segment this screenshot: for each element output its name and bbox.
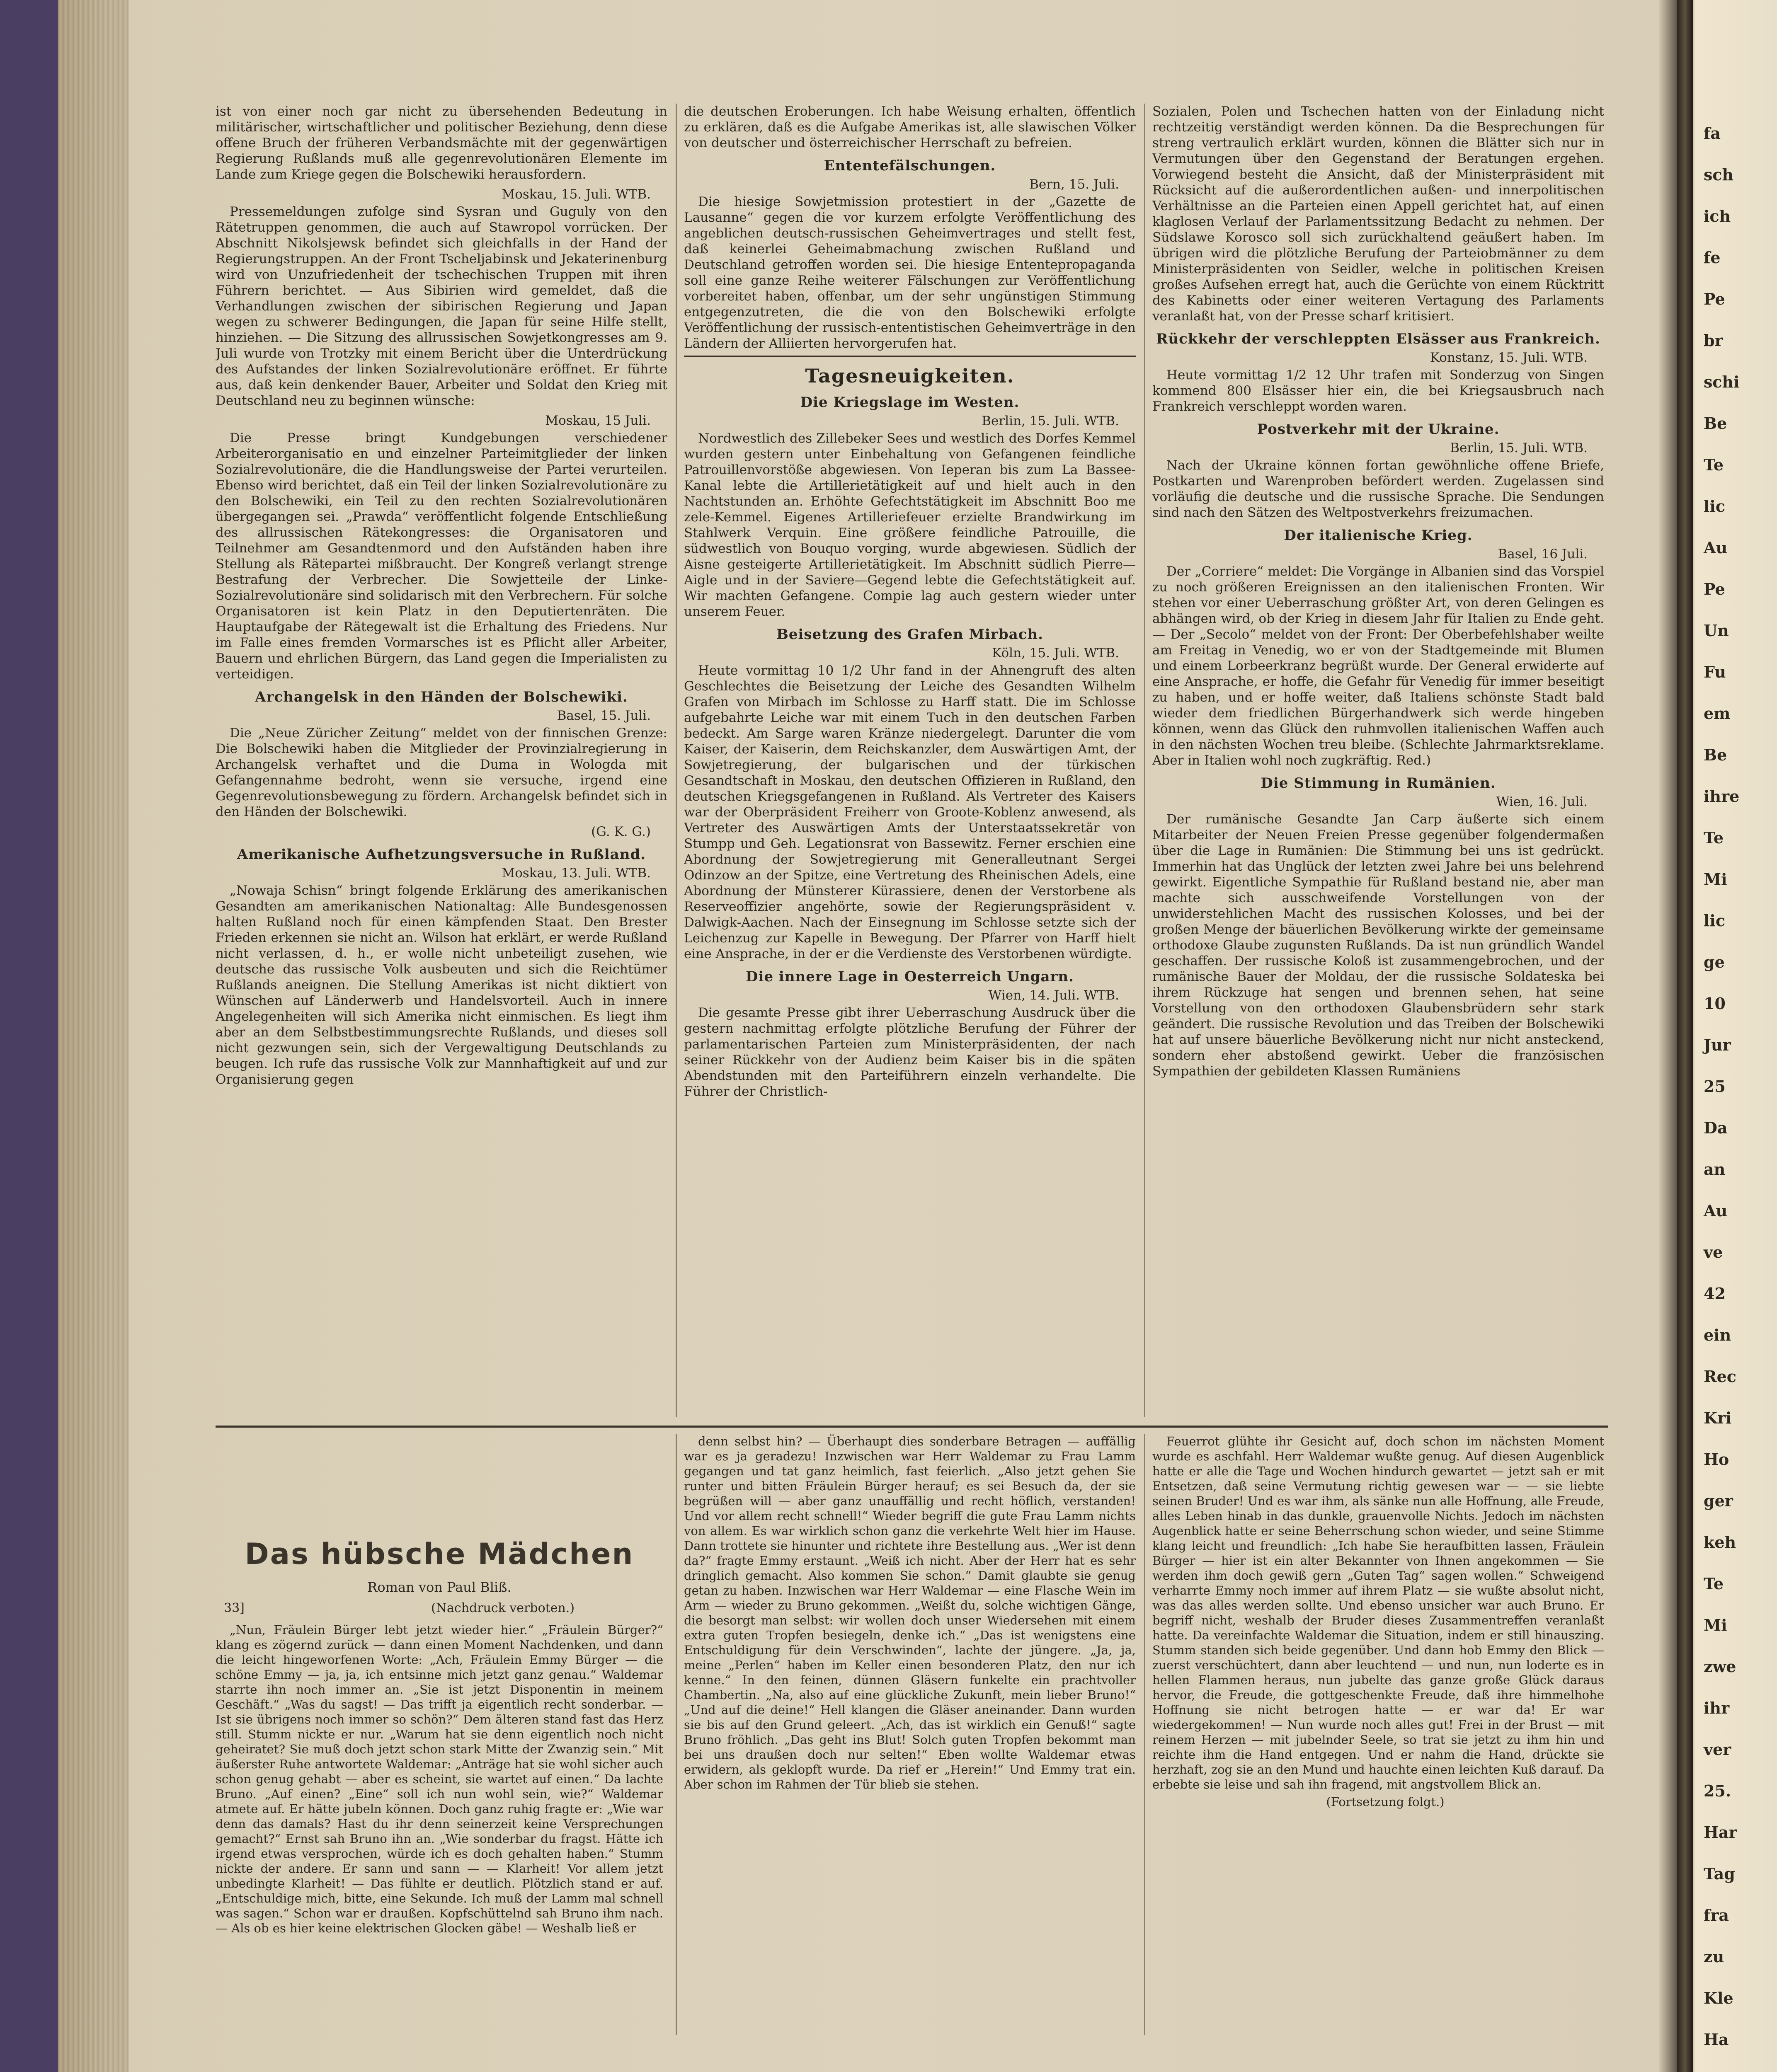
novel-column-2 [684, 1434, 1136, 2035]
facing-page-text-fragment: Be [1704, 746, 1727, 764]
feuilleton-separator [216, 1426, 1608, 1428]
dateline: Moskau, 13. Juli. WTB. [502, 866, 651, 881]
article-headline: Die innere Lage in Oesterreich Ungarn. [746, 968, 1074, 985]
article-text: Die „Neue Züricher Zeitung“ meldet von der finnischen Grenze: Die Bolschewiki haben die Mitglieder der Provinzialregierung in Archangelsk verhaftet und die Duma in Wologda mit Gefangennahme bedroht, wenn sie versuche, irgend eine Gegenrevolutionsbewegung zu fördern. Archangelsk befindet sich in den Händen der Bolschewiki. [216, 726, 667, 819]
facing-page-text-fragment: Ho [1704, 1450, 1729, 1469]
dateline: Moskau, 15 Juli. [545, 413, 651, 428]
facing-page-text-fragment: Mi [1704, 1616, 1727, 1634]
facing-page-text-fragment: br [1704, 331, 1723, 350]
facing-page-text-fragment: Tag [1704, 1864, 1735, 1883]
article-text: „Nowaja Schisn“ bringt folgende Erklärung des amerikanischen Gesandten am amerikanischen Nationaltag: Alle Bundesgenossen halten Rußland noch für einen kämpfenden Staat. Den Brester Frieden erkennen sie nicht an. Wilson hat erklärt, er werde Rußland nicht verlassen, d. h., er wolle nicht unbeteiligt zusehen, wie deutsche das russische Volk ausbeuten und sich die Reichtümer Rußlands aneignen. Die Stellung Amerikas ist nicht diktiert von Wünschen auf Länderwerb und Handelsvorteil. Auch in innere Angelegenheiten will sich Amerika nicht einmischen. Es liegt ihm aber an dem Selbstbestimmungsrechte Rußlands, und dieses soll nicht gezwungen sein, sich der Vergewaltigung Deutschlands zu beugen. Ich rufe das russische Volk zur Mannhaftigkeit auf und zur Organisierung gegen [216, 883, 667, 1087]
facing-page-text-fragment: an [1704, 1160, 1726, 1179]
book-binding-edge [58, 0, 128, 2072]
to-be-continued: (Fortsetzung folgt.) [1326, 1795, 1445, 1809]
facing-page-text-fragment: Kri [1704, 1409, 1732, 1427]
facing-page-text-fragment: Mi [1704, 870, 1727, 888]
facing-page-text-fragment: em [1704, 704, 1731, 723]
article-headline: Der italienische Krieg. [1284, 527, 1473, 544]
news-column-middle [684, 104, 1136, 1417]
novel-title: Das hübsche Mädchen [245, 1537, 634, 1571]
signature: (G. K. G.) [591, 824, 651, 839]
facing-page-text-fragment: fe [1704, 248, 1721, 267]
facing-page-text-fragment: sch [1704, 165, 1734, 184]
novel-column-1 [216, 1622, 663, 2037]
article-text: Der „Corriere“ meldet: Die Vorgänge in Albanien sind das Vorspiel zu noch größeren Ereignissen an den italienischen Fronten. Wir stehen vor einer Ueberraschung größter Art, von deren Gelingen es abhängen wird, ob der Krieg in diesem Jahr für Italien zu Ende geht. — Der „Secolo“ meldet von der Front: Der Oberbefehlshaber weilte am Freitag in Venedig, wo er von der Stadtgemeinde mit Blumen und einem Lorbeerkranz begrüßt wurde. Der General erwiderte auf eine Ansprache, er hoffe, die Gefahr für Venedig für immer beseitigt zu haben, und er hoffe weiter, daß Italiens schönste Stadt bald wieder dem friedlichen Bürgerhandwerk sich werde hingeben können, wenn das Glück den ruhmvollen italienischen Waffen auch in den nächsten Wochen treu bleibe. (Schlechte Jahrmarktsreklame. Aber in Italien wohl noch zugkräftig. Red.) [1152, 564, 1604, 768]
facing-page-text-fragment: ich [1704, 207, 1731, 225]
facing-page-text-fragment: Te [1704, 828, 1724, 847]
dateline: Köln, 15. Juli. WTB. [992, 646, 1119, 661]
dateline: Wien, 14. Juli. WTB. [988, 988, 1119, 1003]
novel-text: „Nun, Fräulein Bürger lebt jetzt wieder hier.“ „Fräulein Bürger?“ klang es zögernd zurück — dann einen Moment Nachdenken, und dann die leicht hingeworfenen Worte: „Ach, Fräulein Emmy Bürger — die schöne Emmy — ja, ja, ich entsinne mich jetzt ganz genau.“ Waldemar starrte ihn noch immer an. „Sie ist jetzt Disponentin in meinem Geschäft.“ „Was du sagst! — Das trifft ja eigentlich recht sonderbar. — Ist sie übrigens noch immer so schön?“ Dem älteren stand fast das Herz still. Stumm nickte er nur. „Warum hat sie denn eigentlich noch nicht geheiratet? Sie muß doch jetzt schon stark Mitte der Zwanzig sein.“ Mit äußerster Ruhe antwortete Waldemar: „Anträge hat sie wohl sicher auch schon genug gehabt — aber es scheint, sie wartet auf einen.“ Da lachte Bruno. „Auf einen? „Eine“ soll ich nun wohl sein, wie?“ Waldemar atmete auf. Er hätte jubeln können. Doch ganz ruhig fragte er: „Wie war denn das damals? Hast du ihr denn seinerzeit keine Versprechungen gemacht?“ Ernst sah Bruno ihn an. „Wie sonderbar du fragst. Hätte ich irgend etwas versprochen, würde ich es doch gehalten haben.“ Stumm nickte der andere. Er sann und sann — — Klarheit! Vor allem jetzt unbedingte Klarheit! — Das fühlte er deutlich. Plötzlich stand er auf. „Entschuldige mich, bitte, eine Sekunde. Ich muß der Lamm mal schnell was sagen.“ Schon war er draußen. Kopfschüttelnd sah Bruno ihm nach. — Als ob es hier keine elektrischen Glocken gäbe! — Weshalb ließ er [216, 1623, 663, 1935]
news-column-right [1152, 104, 1604, 1417]
article-headline: Archangelsk in den Händen der Bolschewiki. [255, 689, 628, 705]
article-text: Sozialen, Polen und Tschechen hatten von der Einladung nicht rechtzeitig verständigt werden können. Da die Besprechungen für streng vertraulich erklärt wurden, können die Blätter sich nur in Vermutungen über den Gegenstand der Beratungen ergehen. Vorwiegend besteht die Ansicht, daß der Ministerpräsident mit Rücksicht auf die außerordentlichen außen- und innerpolitischen Verhältnisse an die Parteien einen Appell gerichtet hat, auf einen klaglosen Verlauf der Parlamentssitzung Bedacht zu nehmen. Der Südslawe Korosco soll sich zurückhaltend geäußert haben. Im übrigen wird die plötzliche Berufung der Parteiobmänner zu dem Ministerpräsidenten von Seidler, welche in politischen Kreisen großes Aufsehen erregt hat, auch die Gerüchte von einem Rücktritt des Kabinetts oder einer weiteren Vertagung des Parlaments veranlaßt hat, von der Presse scharf kritisiert. [1152, 104, 1604, 324]
facing-page-text-fragment: Un [1704, 621, 1729, 640]
facing-page-text-fragment: Pe [1704, 290, 1725, 308]
article-text: Heute vormittag 1/2 12 Uhr trafen mit Sonderzug von Singen kommend 800 Elsässer hier ein, die bei Kriegsausbruch nach Frankreich verschleppt worden waren. [1152, 368, 1604, 414]
article-headline: Postverkehr mit der Ukraine. [1257, 421, 1500, 438]
facing-page-text-fragment: keh [1704, 1533, 1736, 1552]
facing-page-text-fragment: Har [1704, 1823, 1737, 1842]
facing-page-text-fragment: Pe [1704, 580, 1725, 598]
column-divider [676, 1434, 677, 2035]
column-divider [1144, 1434, 1145, 2035]
article-text: Die gesamte Presse gibt ihrer Ueberraschung Ausdruck über die gestern nachmittag erfolgte plötzliche Berufung der Führer der parlamentarischen Parteien zum Ministerpräsidenten, der nach seiner Rückkehr von der Audienz beim Kaiser bis in die späten Abendstunden mit den Parteiführern einzeln verhandelte. Die Führer der Christlich- [684, 1005, 1136, 1099]
facing-page-text-fragment: Te [1704, 455, 1724, 474]
article-headline: Amerikanische Aufhetzungsversuche in Rußland. [237, 846, 646, 863]
facing-page-text-fragment: ein [1704, 1326, 1731, 1344]
newspaper-page [216, 104, 1625, 2051]
dateline: Bern, 15. Juli. [1029, 177, 1119, 192]
article-text: Nach der Ukraine können fortan gewöhnliche offene Briefe, Postkarten und Warenproben befördert werden. Zugelassen sind vorläufig die deutsche und die russische Sprache. Die Sendungen sind nach den Sätzen des Weltpostverkehrs freizumachen. [1152, 458, 1604, 520]
facing-page-text-fragment: Fu [1704, 663, 1726, 681]
facing-page-text-fragment: Au [1704, 538, 1728, 557]
facing-page-text-fragment: Te [1704, 1574, 1724, 1593]
facing-page-text-fragment: zu [1704, 1947, 1724, 1966]
dateline: Berlin, 15. Juli. WTB. [1450, 441, 1588, 455]
article-text: Heute vormittag 10 1/2 Uhr fand in der Ahnengruft des alten Geschlechtes die Beisetzung der Leiche des Gesandten Wilhelm Grafen von Mirbach im Schlosse zu Harff statt. Die im Schlosse aufgebahrte Leiche war mit einem Tuch in den deutschen Farben bedeckt. Am Sarge waren Kränze niedergelegt. Darunter die vom Kaiser, der Kaiserin, dem Reichskanzler, dem Auswärtigen Amt, der Sowjetregierung, der bulgarischen und der türkischen Gesandtschaft in Moskau, den deutschen Offizieren in Rußland, den deutschen Kriegsgefangenen in Rußland. Als Vertreter des Kaisers war der Oberpräsident Freiherr von Groote-Koblenz anwesend, als Vertreter des Auswärtigen Amts der Unterstaatssekretär von Stumpp und Geh. Legationsrat von Bassewitz. Ferner erschien eine Abordnung der Sowjetregierung mit Generalleutnant Sergei Odinzow an der Spitze, eine Vertretung des Rheinischen Adels, eine Abordnung der Münsterer Kürassiere, denen der Verstorbene als Reserveoffizier angehörte, sowie der Regierungspräsident v. Dalwigk-Aachen. Nach der Einsegnung im Schlosse setzte sich der Leichenzug zur Kapelle in Bewegung. Der Pfarrer von Harff hielt eine Ansprache, in der er die Verdienste des Verstorbenen würdigte. [684, 663, 1136, 961]
next-page-edge [1695, 0, 1777, 2072]
article-headline: Beisetzung des Grafen Mirbach. [776, 626, 1043, 643]
dateline: Basel, 16 Juli. [1498, 547, 1588, 562]
facing-page-text-fragment: Au [1704, 1201, 1728, 1220]
facing-page-text-fragment: zwe [1704, 1657, 1736, 1676]
article-headline: Ententefälschungen. [824, 157, 996, 174]
article-text: die deutschen Eroberungen. Ich habe Weisung erhalten, öffentlich zu erklären, daß es die Aufgabe Amerikas ist, alle slawischen Völker von deutscher und österreichischer Herrschaft zu befreien. [684, 104, 1136, 150]
facing-page-text-fragment: ihr [1704, 1699, 1730, 1717]
facing-page-text-fragment: 10 [1704, 994, 1726, 1013]
article-text: Nordwestlich des Zillebeker Sees und westlich des Dorfes Kemmel wurden gestern unter Einbehaltung von Gefangenen feindliche Patrouillenvorstöße abgewiesen. Von Ieperan bis zum La Bassee-Kanal lebte die Artillerietätigkeit auf und hielt auch in den Nachtstunden an. Erhöhte Gefechtstätigkeit im Abschnitt Boo me zele-Kemmel. Eigenes Artilleriefeuer erzielte Brandwirkung im Stahlwerk Verquin. Eine größere feindliche Patrouille, die südwestlich von Bouquo vorging, wurde abgewiesen. Südlich der Aisne gesteigerte Artillerietätigkeit. Im Abschnitt südlich Pierre—Aigle und in der Saviere—Gegend lebte die Gefechtstätigkeit auf. Wir machten Gefangene. Compie lag auch gestern wieder unter unserem Feuer. [684, 431, 1136, 619]
article-headline: Die Kriegslage im Westen. [800, 394, 1020, 411]
dateline: Berlin, 15. Juli. WTB. [982, 414, 1119, 428]
facing-page-text-fragment: Kle [1704, 1989, 1733, 2007]
facing-page-text-fragment: Rec [1704, 1367, 1736, 1386]
facing-page-text-fragment: Da [1704, 1118, 1728, 1137]
article-headline: Die Stimmung in Rumänien. [1261, 775, 1496, 792]
column-divider [1144, 104, 1145, 1417]
article-text: Der rumänische Gesandte Jan Carp äußerte sich einem Mitarbeiter der Neuen Freien Presse gegenüber folgendermaßen über die Lage in Rumänien: Die Stimmung bei uns ist gedrückt. Immerhin hat das Unglück der letzten zwei Jahre bei uns belehrend gewirkt. Eigentliche Sympathie für Rußland bestand nie, aber man machte sich ausschweifende Vorstellungen von der unwiderstehlichen Macht des russischen Kolosses, und bei der großen Menge der bäuerlichen Bevölkerung wirkte der gemeinsame orthodoxe Glaube zugunsten Rußlands. Da ist nun gründlich Wandel geschaffen. Der russische Koloß ist zusammengebrochen, und der rumänische Bauer der Moldau, der die russische Soldateska bei ihrem Rückzuge hat sengen und brennen sehen, hat seine Vorstellung von den orthodoxen Glaubensbrüdern sehr stark geändert. Die russische Revolution und das Treiben der Bolschewiki hat auf unsere bäuerliche Bevölkerung nicht nur nicht ansteckend, sondern eher abstoßend gewirkt. Ueber die französischen Sympathien der gebildeten Klassen Rumäniens [1152, 812, 1604, 1079]
facing-page-text-fragment: 25 [1704, 1077, 1726, 1096]
novel-column-3 [1152, 1434, 1604, 2035]
installment-number: 33] [224, 1601, 245, 1615]
facing-page-text-fragment: Be [1704, 414, 1727, 433]
facing-page-text-fragment: Jur [1704, 1036, 1731, 1054]
facing-page-text-fragment: 25. [1704, 1782, 1731, 1800]
facing-page-text-fragment: ver [1704, 1740, 1731, 1759]
facing-page-text-fragment: lic [1704, 497, 1726, 516]
article-text: Pressemeldungen zufolge sind Sysran und Guguly von den Rätetruppen genommen, die auch auf Stawropol vorrücken. Der Abschnitt Nikolsjewsk befindet sich gleichfalls in der Hand der Regierungstruppen. An der Front Tscheljabinsk und Jekaterinenburg wird von Unzufriedenheit der tschechischen Truppen mit ihren Führern berichtet. — Aus Sibirien wird gemeldet, daß die Verhandlungen zwischen der sibirischen Regierung und Japan wegen zu schwerer Bedingungen, die Japan für seine Hilfe stellt, hinziehen. — Die Sitzung des allrussischen Sowjetkongresses am 9. Juli wurde von Trotzky mit einem Bericht über die Unterdrückung des Aufstandes der linken Sozialrevolutionäre eröffnet. Er führte aus, daß kein denkender Bauer, Arbeiter und Soldat den Krieg mit Deutschland neu zu beginnen wünsche: [216, 204, 667, 408]
news-column-left [216, 104, 667, 1417]
dateline: Konstanz, 15. Juli. WTB. [1430, 350, 1588, 365]
section-rule [684, 356, 1136, 357]
section-headline: Tagesneuigkeiten. [805, 365, 1015, 387]
facing-page-text-fragment: Ha [1704, 2030, 1729, 2049]
novel-text: denn selbst hin? — Überhaupt dies sonderbare Betragen — auffällig war es ja geradezu! Inzwischen war Herr Waldemar zu Frau Lamm gegangen und tat ganz heimlich, fast feierlich. „Also jetzt gehen Sie runter und bitten Fräulein Bürger herauf; es sei Besuch da, der sie begrüßen will — aber ganz unauffällig und recht höflich, verstanden! Und vor allem recht schnell!“ Wieder begriff die gute Frau Lamm nichts von allem. Es war wirklich schon ganz die verkehrte Welt hier im Hause. Dann trottete sie hinunter und richtete ihre Bestellung aus. „Wer ist denn da?“ fragte Emmy erstaunt. „Weiß ich nicht. Aber der Herr hat es sehr dringlich gemacht. Also kommen Sie schon.“ Damit glaubte sie genug getan zu haben. Inzwischen war Herr Waldemar — eine Flasche Wein im Arm — wieder zu Bruno gekommen. „Weißt du, solche wichtigen Gänge, die besorgt man selbst: wir wollen doch unser Wiedersehen mit einem extra guten Tropfen besiegeln, denke ich.“ „Das ist wenigstens eine Entschuldigung für dein Verschwinden“, lachte der jüngere. „Ja, ja, meine „Perlen“ haben im Keller einen besonderen Platz, den nur ich kenne.“ In den feinen, dünnen Gläsern funkelte ein prachtvoller Chambertin. „Na, also auf eine glückliche Zukunft, mein lieber Bruno!“ „Und auf die deine!“ Hell klangen die Gläser aneinander. Dann wurden sie bis auf den Grund geleert. „Ach, das ist wirklich ein Genuß!“ sagte Bruno fröhlich. „Das geht ins Blut! Solch guten Tropfen bekommt man bei uns draußen doch nur selten!“ Eben wollte Waldemar etwas erwidern, als geklopft wurde. Da rief er „Herein!“ Und Emmy trat ein. Aber schon im Rahmen der Tür blieb sie stehen. [684, 1434, 1136, 1791]
facing-page-text-fragment: ihre [1704, 787, 1740, 806]
facing-page-text-fragment: fa [1704, 124, 1721, 143]
dateline: Basel, 15. Juli. [557, 708, 651, 723]
novel-text: Feuerrot glühte ihr Gesicht auf, doch schon im nächsten Moment wurde es aschfahl. Herr Waldemar wußte genug. Auf diesen Augenblick hatte er alle die Tage und Wochen hindurch gewartet — jetzt sah er mit Entsetzen, daß seine Vermutung richtig gewesen war — — sie liebte seinen Bruder! Und es war ihm, als sänke nun alle Hoffnung, alle Freude, alles Leben hinab in das dunkle, grauenvolle Nichts. Jedoch im nächsten Augenblick hatte er seine Beherrschung schon wieder, und seine Stimme klang leicht und freundlich: „Ich habe Sie heraufbitten lassen, Fräulein Bürger — hier ist ein alter Bekannter von Ihnen angekommen — Sie werden ihm doch gewiß gern „Guten Tag“ sagen wollen.“ Schweigend verharrte Emmy noch immer auf ihrem Platz — sie wußte absolut nicht, was das alles werden sollte. Und ebenso unsicher war auch Bruno. Er begriff nicht, weshalb der Bruder dieses Zusammentreffen veranlaßt hatte. Da vereinfachte Waldemar die Situation, indem er still hinauszing. Stumm standen sich beide gegenüber. Und dann hob Emmy den Blick — zuerst verschüchtert, dann aber leuchtend — und nun, nun loderte es in hellen Flammen heraus, nun jubelte das ganze große Glück daraus hervor, die Freude, die gottgeschenkte Freude, daß ihre himmelhohe Hoffnung sie nicht betrogen hatte — er war da! Er war wiedergekommen! — Nun wurde noch alles gut! Frei in der Brust — mit reinem Herzen — mit jubelnder Seele, so trat sie jetzt zu ihm hin und reichte ihm die Hand entgegen. Und er nahm die Hand, drückte sie herzhaft, zog sie an den Mund und hauchte einen leichten Kuß darauf. Da erbebte sie leise und sah ihn fragend, mit angstvollem Blick an. [1152, 1434, 1604, 1791]
book-spine-gutter [1677, 0, 1693, 2072]
facing-page-text-fragment: lic [1704, 911, 1726, 930]
dateline: Wien, 16. Juli. [1496, 794, 1588, 809]
column-divider [676, 104, 677, 1417]
dateline: Moskau, 15. Juli. WTB. [502, 187, 651, 202]
facing-page-text-fragment: ger [1704, 1491, 1733, 1510]
article-text: Die hiesige Sowjetmission protestiert in der „Gazette de Lausanne“ gegen die vor kurzem erfolgte Veröffentlichung des angeblichen deutsch-russischen Geheimvertrages und stellt fest, daß keinerlei Geheimabmachung zwischen Rußland und Deutschland getroffen worden sei. Die hiesige Ententepropaganda soll eine ganze Reihe weiterer Fälschungen zur Veröffentlichung vorbereitet haben, offenbar, um der sehr ungünstigen Stimmung entgegenzutreten, die die von den Bolschewiki erfolgte Veröffentlichung der russisch-ententistischen Geheimverträge in den Ländern der Alliierten hervorgerufen hat. [684, 194, 1136, 351]
article-text: Die Presse bringt Kundgebungen verschiedener Arbeiterorganisatio en und einzelner Parteimitglieder der linken Sozialrevolutionäre, die die Handlungsweise der Partei verurteilen. Ebenso wird berichtet, daß ein Teil der linken Sozialrevolutionäre zu den Bolschewiki, ein Teil zu den rechten Sozialrevolutionären übergegangen sei. „Prawda“ veröffentlicht folgende Entschließung des allrussischen Rätekongresses: die Organisatoren und Teilnehmer am Gesandtenmord und den Aufständen haben ihre Stellung als Rätepartei mißbraucht. Der Kongreß verlangt strenge Bestrafung der Verbrecher. Die Sowjetteile der Linke-Sozialrevolutionäre sind solidarisch mit den Verbrechern. Für solche Organisatoren ist kein Platz in den Deputiertenräten. Die Hauptaufgabe der Rätegewalt ist die Erhaltung des Friedens. Nur im Falle eines fremden Vormarsches ist es Pflicht aller Arbeiter, Bauern und ehrlichen Bürgern, das Land gegen die Imperialisten zu verteidigen. [216, 431, 667, 682]
facing-page-text-fragment: 42 [1704, 1284, 1726, 1303]
facing-page-text-fragment: schi [1704, 373, 1740, 391]
reprint-notice: (Nachdruck verboten.) [431, 1601, 575, 1615]
facing-page-text-fragment: ve [1704, 1243, 1723, 1261]
article-headline: Rückkehr der verschleppten Elsässer aus Frankreich. [1156, 331, 1600, 347]
article-text: ist von einer noch gar nicht zu übersehenden Bedeutung in militärischer, wirtschaftlicher und politischer Beziehung, denn diese offene Bruch der früheren Verbandsmächte mit der gegenwärtigen Regierung Rußlands muß alle gegenrevolutionären Elemente im Lande zum Kriege gegen die Bolschewiki herausfordern. [216, 104, 667, 182]
facing-page-text-fragment: fra [1704, 1906, 1729, 1924]
novel-author: Roman von Paul Bliß. [367, 1579, 512, 1595]
facing-page-text-fragment: ge [1704, 953, 1725, 971]
